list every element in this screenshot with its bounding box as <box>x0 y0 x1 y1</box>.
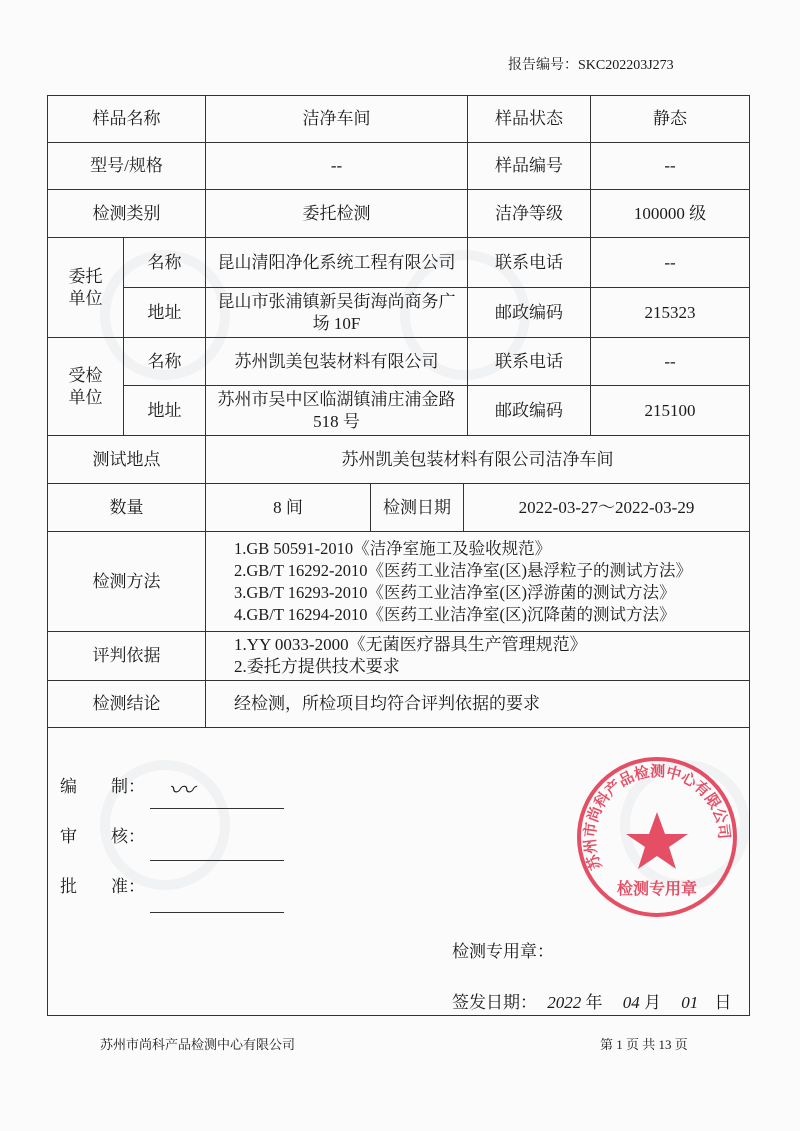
label: 检测类别 <box>47 189 206 238</box>
value: -- <box>590 337 750 386</box>
value: 100000 级 <box>590 189 750 238</box>
basis-item: 2.委托方提供技术要求 <box>234 657 400 676</box>
value: 215323 <box>590 287 750 338</box>
value: 苏州凯美包装材料有限公司 <box>205 337 468 386</box>
approve-label: 批 准： <box>60 877 145 896</box>
label: 邮政编码 <box>467 385 591 436</box>
label: 地址 <box>123 385 206 436</box>
label: 测试地点 <box>47 435 206 484</box>
issue-day: 01 <box>681 993 699 1012</box>
label: 检测日期 <box>370 483 464 532</box>
compile-signature: 〰 <box>168 776 195 805</box>
footer-company: 苏州市尚科产品检测中心有限公司 <box>100 1037 296 1052</box>
label: 联系电话 <box>467 237 591 288</box>
label: 样品编号 <box>467 142 591 190</box>
seal-text: 苏州市尚科产品检测中心有限公司 <box>582 764 732 872</box>
label: 检测方法 <box>47 531 206 632</box>
conclusion: 经检测，所检项目均符合评判依据的要求 <box>205 680 750 728</box>
label: 洁净等级 <box>467 189 591 238</box>
year-label: 年 <box>585 993 603 1012</box>
value: 昆山清阳净化系统工程有限公司 <box>205 237 468 288</box>
issue-month: 04 <box>622 993 640 1012</box>
method-item: 4.GB/T 16294-2010《医药工业洁净室(区)沉降菌的测试方法》 <box>234 604 676 624</box>
label: 受检单位 <box>47 337 124 436</box>
label: 型号/规格 <box>47 142 206 190</box>
methods-list <box>205 531 750 632</box>
value: 215100 <box>590 385 750 436</box>
value: 昆山市张浦镇新吴街海尚商务广场 10F <box>205 287 468 338</box>
seal-label: 检测专用章： <box>452 942 554 961</box>
official-seal <box>572 752 742 922</box>
label: 联系电话 <box>467 337 591 386</box>
value: 苏州凯美包装材料有限公司洁净车间 <box>205 435 750 484</box>
value: 委托检测 <box>205 189 468 238</box>
label: 样品名称 <box>47 95 206 143</box>
signature-line <box>150 912 284 913</box>
value: -- <box>205 142 468 190</box>
value: -- <box>590 142 750 190</box>
review-label: 审 核： <box>60 827 145 846</box>
method-item: 3.GB/T 16293-2010《医药工业洁净室(区)浮游菌的测试方法》 <box>234 582 676 602</box>
label: 评判依据 <box>47 631 206 681</box>
seal-subtext: 检测专用章 <box>616 881 698 898</box>
label: 样品状态 <box>467 95 591 143</box>
issue-date <box>452 988 732 1013</box>
method-item: 1.GB 50591-2010《洁净室施工及验收规范》 <box>234 538 552 558</box>
issue-label: 签发日期： <box>452 993 537 1012</box>
value: 苏州市吴中区临湖镇浦庄浦金路 518 号 <box>205 385 468 436</box>
label: 检测结论 <box>47 680 206 728</box>
value: 8 间 <box>205 483 371 532</box>
signature-line <box>150 860 284 861</box>
label: 委托单位 <box>47 237 124 338</box>
label: 地址 <box>123 287 206 338</box>
value: 2022-03-27～2022-03-29 <box>463 483 750 532</box>
label: 名称 <box>123 337 206 386</box>
compile-label: 编 制： <box>60 777 145 796</box>
method-item: 2.GB/T 16292-2010《医药工业洁净室(区)悬浮粒子的测试方法》 <box>234 560 693 580</box>
basis-item: 1.YY 0033-2000《无菌医疗器具生产管理规范》 <box>234 635 587 654</box>
signature-line <box>150 808 284 809</box>
day-label: 日 <box>714 993 732 1012</box>
label: 名称 <box>123 237 206 288</box>
value: -- <box>590 237 750 288</box>
report-number: 报告编号：SKC202203J273 <box>508 58 674 73</box>
issue-year: 2022 <box>547 993 582 1012</box>
label: 邮政编码 <box>467 287 591 338</box>
month-label: 月 <box>644 993 661 1012</box>
basis-list <box>205 631 750 681</box>
label: 数量 <box>47 483 206 532</box>
value: 静态 <box>590 95 750 143</box>
page-number: 第 1 页 共 13 页 <box>600 1037 688 1052</box>
value: 洁净车间 <box>205 95 468 143</box>
